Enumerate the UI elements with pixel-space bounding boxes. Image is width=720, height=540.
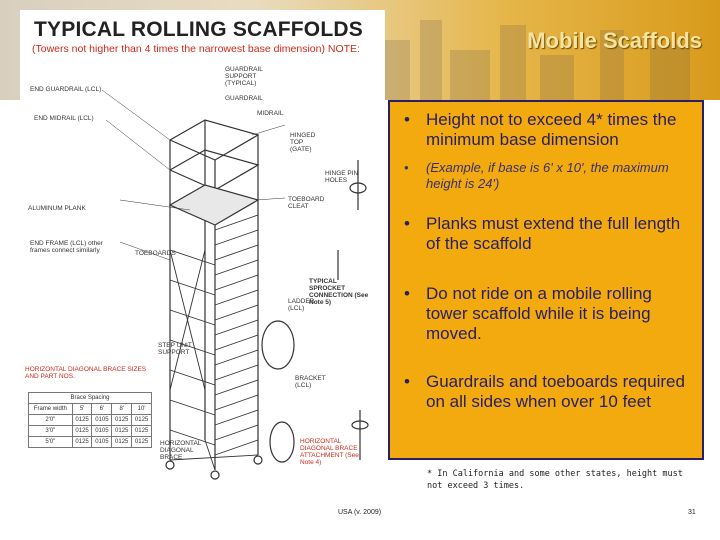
scaffold-diagram — [20, 10, 385, 480]
midrail-frame — [170, 150, 258, 190]
footer-source: USA (v. 2009) — [338, 509, 382, 516]
bullet-text: Guardrails and toeboards required on all sides when over 10 feet — [426, 372, 685, 411]
caster-wheel — [254, 456, 262, 464]
bullet-glyph: • — [404, 372, 410, 391]
bullet-glyph: • — [404, 284, 410, 303]
caster-wheel — [211, 471, 219, 479]
label-end-frame: END FRAME (LCL) other frames connect similarly — [30, 240, 103, 254]
brace-table-header: Brace Spacing — [29, 393, 152, 404]
sprocket-detail-callout — [262, 321, 294, 369]
table-row: 2'0" 0125 0105 0125 0125 — [29, 415, 152, 426]
label-hinged-top: HINGED TOP (GATE) — [290, 132, 316, 153]
label-hinge-pin-holes: HINGE PIN HOLES — [325, 170, 359, 184]
table-row: 3'0" 0125 0105 0125 0125 — [29, 426, 152, 437]
guardrail-frame — [170, 120, 258, 160]
platform-plank — [170, 185, 258, 225]
label-horizontal-diagonal-brace: HORIZONTAL DIAGONAL BRACE — [160, 440, 202, 461]
bullet-glyph: • — [404, 110, 410, 129]
bullet-item — [396, 372, 696, 412]
page-number: 31 — [688, 509, 696, 516]
header-building — [420, 20, 442, 100]
bullet-item — [396, 214, 696, 254]
bullet-item — [396, 284, 696, 344]
bullet-glyph: • — [404, 214, 410, 233]
label-bracket: BRACKET (LCL) — [295, 375, 326, 389]
bullet-item — [396, 160, 696, 192]
label-step-unit-support: STEP UNIT SUPPORT — [158, 342, 192, 356]
diagram-subtitle: (Towers not higher than 4 times the narrowest base dimension) NOTE: — [32, 43, 360, 55]
label-aluminum-plank: ALUMINUM PLANK — [28, 205, 86, 212]
header-building — [540, 55, 574, 100]
label-brace-attachment: HORIZONTAL DIAGONAL BRACE ATTACHMENT (See Note 4) — [300, 438, 359, 466]
brace-spacing-table — [28, 392, 152, 448]
bullet-text: (Example, if base is 6' x 10', the maximum height is 24') — [426, 160, 669, 191]
label-guardrail-support: GUARDRAIL SUPPORT (TYPICAL) — [225, 66, 263, 87]
table-row: 5'0" 0125 0105 0125 0125 — [29, 437, 152, 448]
header-building — [500, 25, 526, 100]
label-brace-sizes: HORIZONTAL DIAGONAL BRACE SIZES AND PART NOS. — [25, 366, 147, 380]
bullet-text: Do not ride on a mobile rolling tower scaffold while it is being moved. — [426, 284, 652, 343]
label-toeboard-cleat: TOEBOARD CLEAT — [288, 196, 325, 210]
bullet-text: Height not to exceed 4* times the minimum base dimension — [426, 110, 677, 149]
table-row: Frame width 5' 6' 8' 10' — [29, 404, 152, 415]
label-guardrail: GUARDRAIL — [225, 95, 263, 102]
label-end-guardrail: END GUARDRAIL (LCL) — [30, 86, 102, 93]
bullet-glyph: • — [404, 160, 409, 175]
bullet-list — [396, 106, 696, 412]
bullet-item — [396, 110, 696, 150]
diagram-title: TYPICAL ROLLING SCAFFOLDS — [34, 18, 363, 41]
label-toeboards: TOEBOARDS — [135, 250, 176, 257]
label-ladder: LADDER (LCL) — [288, 298, 315, 312]
slide-title: Mobile Scaffolds — [527, 28, 702, 53]
content-box — [388, 100, 704, 460]
label-end-midrail: END MIDRAIL (LCL) — [34, 115, 94, 122]
header-building — [450, 50, 490, 100]
caster-wheel — [166, 461, 174, 469]
label-typical-sprocket: TYPICAL SPROCKET CONNECTION (See Note 5) — [309, 278, 369, 306]
attachment-detail-callout — [270, 422, 294, 462]
footnote: * In California and some other states, height must not exceed 3 times. — [427, 469, 683, 491]
label-midrail: MIDRAIL — [257, 110, 284, 117]
bullet-text: Planks must extend the full length of the scaffold — [426, 214, 681, 253]
